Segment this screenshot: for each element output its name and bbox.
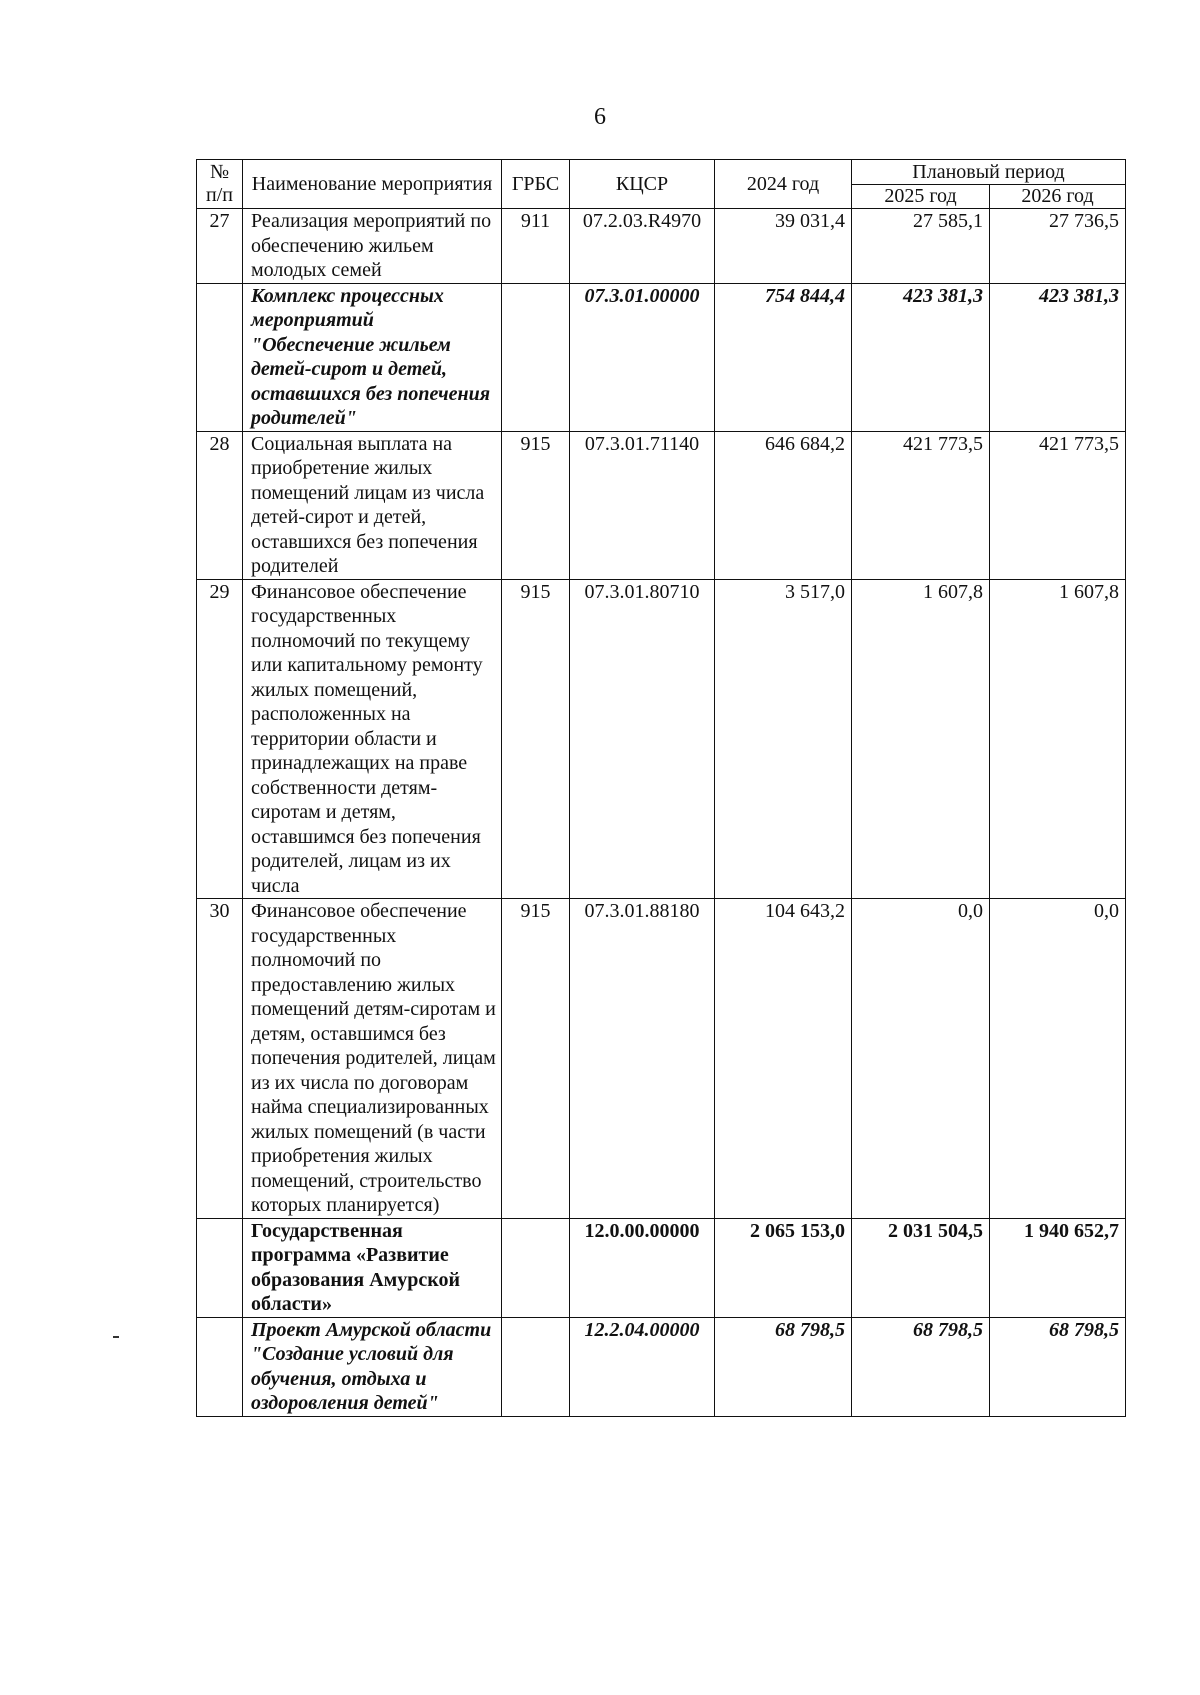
- header-2026: 2026 год: [990, 185, 1126, 209]
- table-row: [197, 431, 1126, 579]
- row-2026: 27 736,5: [990, 209, 1126, 284]
- row-2024: 104 643,2: [715, 899, 852, 1219]
- row-name: Комплекс процессных мероприятий "Обеспечение жильем детей-сирот и детей, оставшихся без попечения родителей": [243, 283, 502, 431]
- budget-table: [196, 159, 1126, 1417]
- row-num: [197, 283, 243, 431]
- row-2024: 754 844,4: [715, 283, 852, 431]
- row-num: [197, 1317, 243, 1416]
- row-num: 29: [197, 579, 243, 899]
- row-2025: 68 798,5: [852, 1317, 990, 1416]
- row-name: Проект Амурской области "Создание условий для обучения, отдыха и оздоровления детей": [243, 1317, 502, 1416]
- row-grbs: [502, 1218, 570, 1317]
- row-kcsr: 07.2.03.R4970: [570, 209, 715, 284]
- header-grbs: ГРБС: [502, 160, 570, 209]
- row-2024: 3 517,0: [715, 579, 852, 899]
- row-2025: 2 031 504,5: [852, 1218, 990, 1317]
- page-number: 6: [594, 104, 606, 130]
- row-grbs: 911: [502, 209, 570, 284]
- table-row: [197, 1218, 1126, 1317]
- budget-table-container: [196, 159, 1125, 1417]
- header-num: № п/п: [197, 160, 243, 209]
- table-row: [197, 283, 1126, 431]
- row-name: Социальная выплата на приобретение жилых помещений лицам из числа детей-сирот и детей, оставшихся без попечения родителей: [243, 431, 502, 579]
- row-kcsr: 12.0.00.00000: [570, 1218, 715, 1317]
- row-kcsr: 07.3.01.71140: [570, 431, 715, 579]
- table-row: [197, 899, 1126, 1219]
- row-2024: 68 798,5: [715, 1317, 852, 1416]
- row-name: Финансовое обеспечение государственных полномочий по текущему или капитальному ремонту жилых помещений, расположенных на территории области и принадлежащих на праве собственности детям-сиротам и детям, оставшимся без попечения родителей, лицам из их числа: [243, 579, 502, 899]
- row-kcsr: 12.2.04.00000: [570, 1317, 715, 1416]
- header-2024: 2024 год: [715, 160, 852, 209]
- row-2025: 1 607,8: [852, 579, 990, 899]
- row-grbs: 915: [502, 579, 570, 899]
- row-grbs: [502, 283, 570, 431]
- row-name: Реализация мероприятий по обеспечению жильем молодых семей: [243, 209, 502, 284]
- margin-mark: [113, 1336, 119, 1338]
- row-2026: 421 773,5: [990, 431, 1126, 579]
- table-row: [197, 1317, 1126, 1416]
- row-2026: 0,0: [990, 899, 1126, 1219]
- row-2025: 423 381,3: [852, 283, 990, 431]
- row-num: 28: [197, 431, 243, 579]
- row-kcsr: 07.3.01.00000: [570, 283, 715, 431]
- row-2026: 68 798,5: [990, 1317, 1126, 1416]
- header-2025: 2025 год: [852, 185, 990, 209]
- row-name: Финансовое обеспечение государственных полномочий по предоставлению жилых помещений детям-сиротам и детям, оставшимся без попечения родителей, лицам из их числа по договорам найма специализированных жилых помещений (в части приобретения жилых помещений, строительство которых планируется): [243, 899, 502, 1219]
- table-row: [197, 209, 1126, 284]
- row-kcsr: 07.3.01.80710: [570, 579, 715, 899]
- row-2024: 646 684,2: [715, 431, 852, 579]
- row-2024: 39 031,4: [715, 209, 852, 284]
- row-2026: 423 381,3: [990, 283, 1126, 431]
- row-2025: 0,0: [852, 899, 990, 1219]
- row-grbs: [502, 1317, 570, 1416]
- table-row: [197, 579, 1126, 899]
- row-2025: 421 773,5: [852, 431, 990, 579]
- row-2026: 1 940 652,7: [990, 1218, 1126, 1317]
- header-name: Наименование мероприятия: [243, 160, 502, 209]
- row-2026: 1 607,8: [990, 579, 1126, 899]
- row-2025: 27 585,1: [852, 209, 990, 284]
- row-num: 27: [197, 209, 243, 284]
- row-name: Государственная программа «Развитие образования Амурской области»: [243, 1218, 502, 1317]
- row-num: [197, 1218, 243, 1317]
- row-num: 30: [197, 899, 243, 1219]
- header-planned-period: Плановый период: [852, 160, 1126, 185]
- header-kcsr: КЦСР: [570, 160, 715, 209]
- row-2024: 2 065 153,0: [715, 1218, 852, 1317]
- row-kcsr: 07.3.01.88180: [570, 899, 715, 1219]
- row-grbs: 915: [502, 431, 570, 579]
- row-grbs: 915: [502, 899, 570, 1219]
